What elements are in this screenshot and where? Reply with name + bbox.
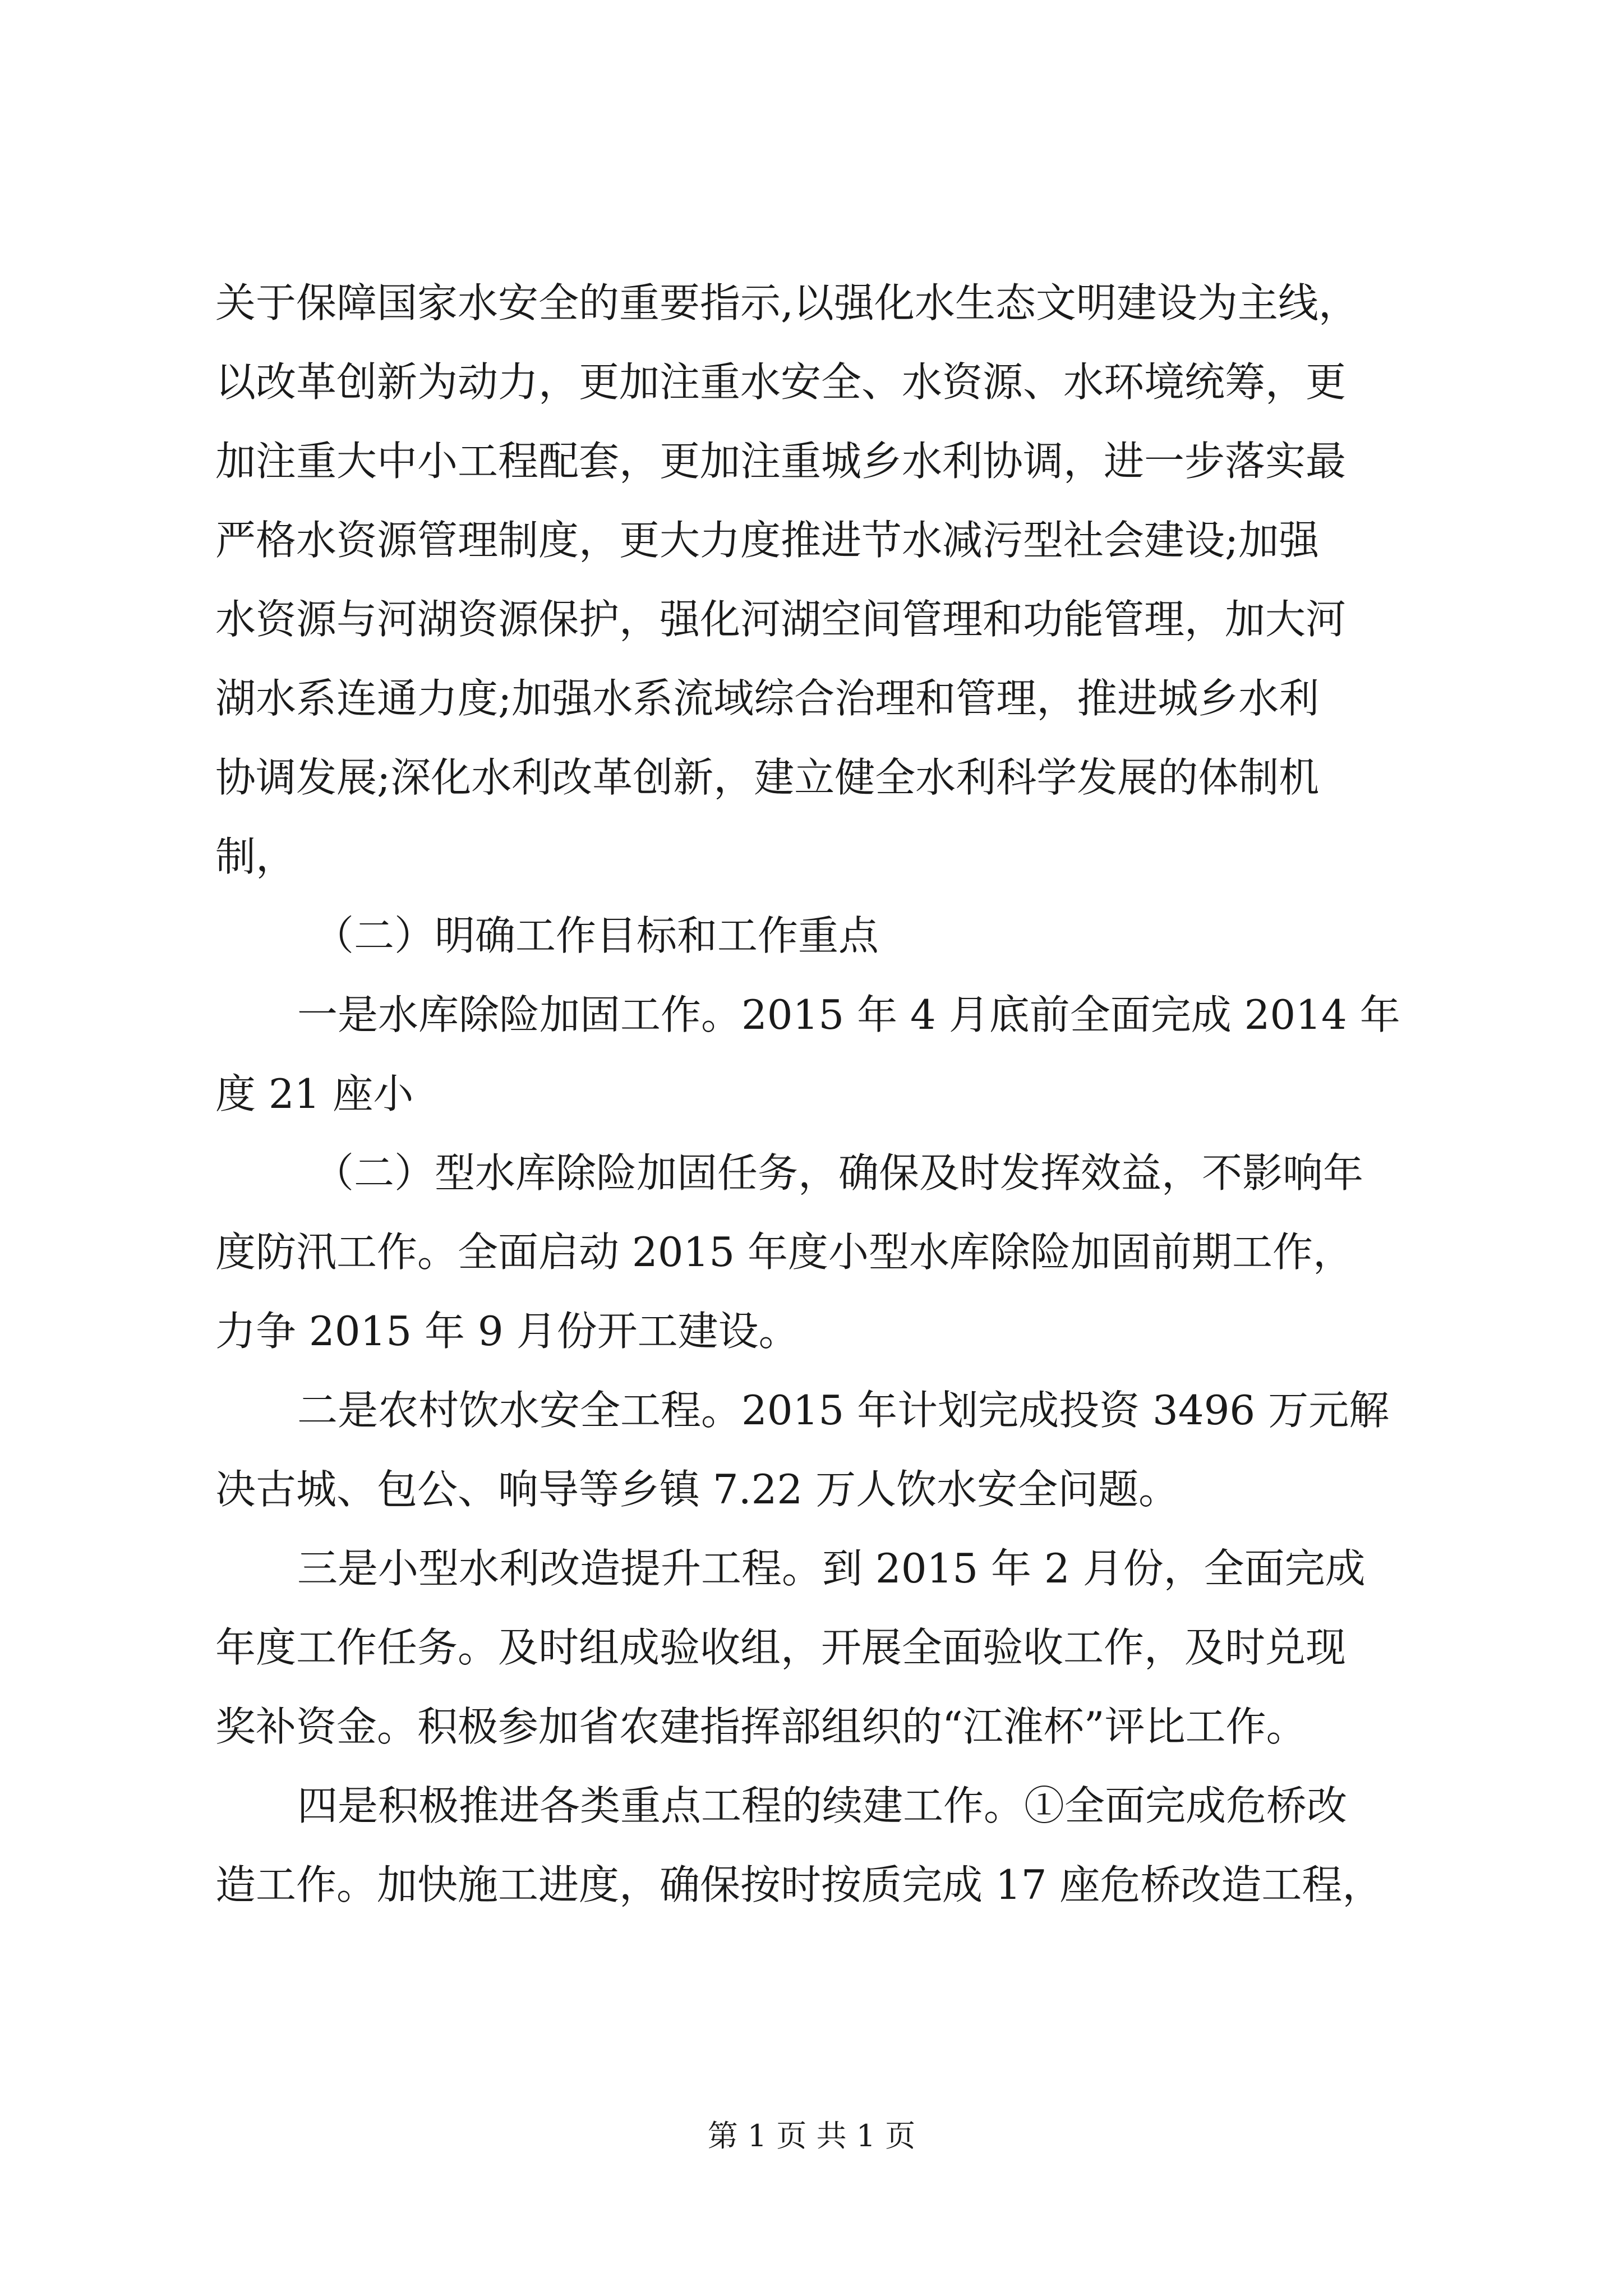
text-line: 二是农村饮水安全工程。2015 年计划完成投资 3496 万元解 [297,1387,1390,1434]
text-line: 制， [215,833,297,880]
text-line: 以改革创新为动力，更加注重水安全、水资源、水环境统筹，更 [215,358,1347,406]
section-heading: （二）明确工作目标和工作重点 [313,912,879,959]
page-number-label: 第 1 页 共 1 页 [707,2118,916,2154]
text-line: 度 21 座小 [215,1070,414,1117]
text-line: 严格水资源管理制度，更大力度推进节水减污型社会建设;加强 [215,517,1320,564]
text-line: 三是小型水利改造提升工程。到 2015 年 2 月份，全面完成 [297,1545,1366,1592]
text-line: 力争 2015 年 9 月份开工建设。 [215,1308,799,1355]
text-line: 一是水库除险加固工作。2015 年 4 月底前全面完成 2014 年 [297,991,1400,1038]
page-footer [0,2114,1623,2159]
text-line: 四是积极推进各类重点工程的续建工作。①全面完成危桥改 [297,1782,1348,1829]
text-line: 造工作。加快施工进度，确保按时按质完成 17 座危桥改造工程， [215,1861,1383,1908]
text-line: 关于保障国家水安全的重要指示,以强化水生态文明建设为主线， [215,279,1359,326]
text-line: 水资源与河湖资源保护，强化河湖空间管理和功能管理，加大河 [215,596,1347,643]
text-line: 协调发展;深化水利改革创新，建立健全水利科学发展的体制机 [215,754,1320,801]
text-line: 年度工作任务。及时组成验收组，开展全面验收工作，及时兑现 [215,1624,1347,1671]
text-line: 湖水系连通力度;加强水系流域综合治理和管理，推进城乡水利 [215,675,1320,722]
text-line: 加注重大中小工程配套，更加注重城乡水利协调，进一步落实最 [215,438,1347,485]
text-line: 奖补资金。积极参加省农建指挥部组织的“江淮杯”评比工作。 [215,1703,1307,1750]
document-body [215,264,1455,1925]
text-line: （二）型水库除险加固任务，确保及时发挥效益，不影响年 [313,1149,1364,1197]
text-line: 决古城、包公、响导等乡镇 7.22 万人饮水安全问题。 [215,1466,1179,1513]
text-line: 度防汛工作。全面启动 2015 年度小型水库除险加固前期工作， [215,1228,1354,1276]
